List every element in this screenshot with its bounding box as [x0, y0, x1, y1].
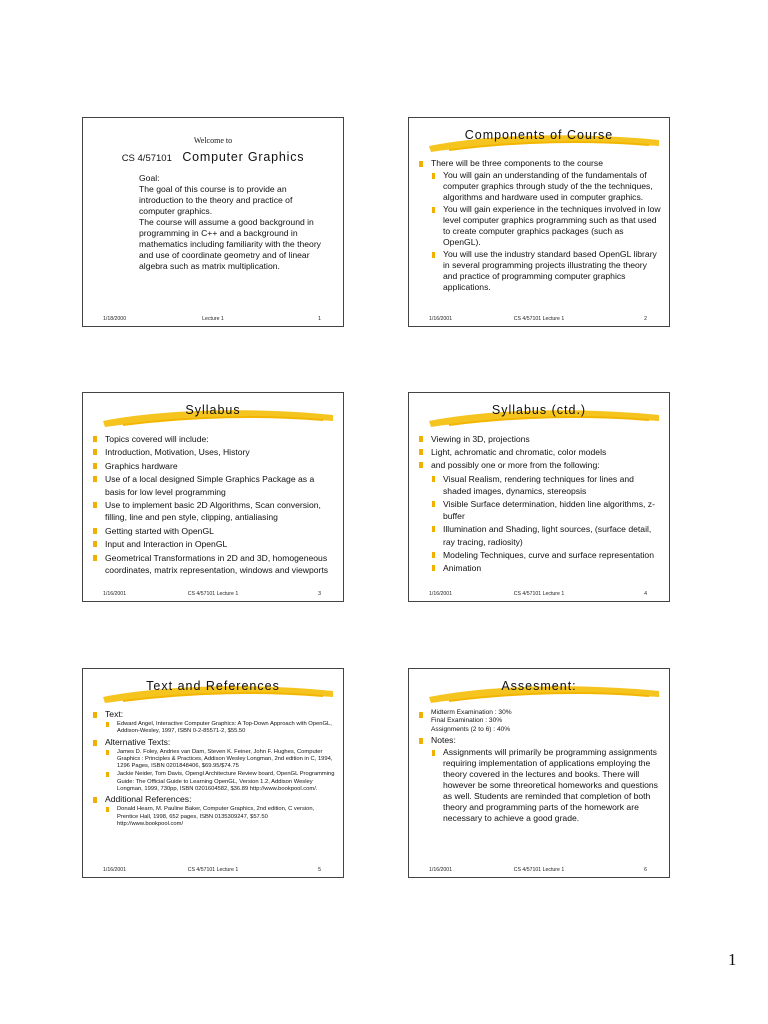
sub-bullet: You will gain experience in the techniques involved in low level computer graphics programming such as that used to create computer graphics packages (such as OpenGL).: [417, 204, 661, 248]
sub-bullet: Assignments will primarily be programming assignments requiring implementation of applications employing the theory covered in the lectures and books. There will however be some threoretical homeworks and questions as well. Students are reminded that completion of both theory and programming parts of the homework are necessary to achieve a good grade.: [417, 747, 661, 824]
footer-date: 1/16/2001: [103, 591, 127, 597]
slide-title: [83, 148, 343, 166]
footer-page-number: 4: [644, 591, 647, 597]
bullet: Use to implement basic 2D Algorithms, Scan conversion, filling, line and pen style, clipping, antialiasing: [91, 499, 335, 524]
footer-date: 1/16/2001: [429, 867, 453, 873]
footer-lecture: CS 4/57101 Lecture 1: [513, 591, 565, 597]
footer-lecture: Lecture 1: [202, 316, 224, 322]
goal-block: [139, 173, 329, 272]
bullet: Text:: [91, 709, 335, 720]
course-code: CS 4/57101: [121, 153, 172, 164]
slide-4: [408, 392, 670, 602]
slide-body: [417, 158, 661, 294]
slide-body: [417, 433, 661, 575]
midterm-weight: Midterm Examination : 30%: [431, 709, 512, 716]
slide-title: Text and References: [146, 679, 280, 693]
bullet: Viewing in 3D, projections: [417, 433, 661, 445]
bullet: Topics covered will include:: [91, 433, 335, 445]
slide-title: Assesment:: [501, 679, 577, 693]
slide-body: [91, 709, 335, 829]
footer-page-number: 3: [318, 591, 321, 597]
bullet: Introduction, Motivation, Uses, History: [91, 446, 335, 458]
footer-date: 1/16/2001: [429, 316, 453, 322]
slide-title: Components of Course: [464, 128, 614, 142]
slide-welcome: Welcome to: [193, 136, 233, 145]
sub-bullet: Visible Surface determination, hidden line algorithms, z-buffer: [417, 498, 661, 522]
goal-text: The goal of this course is to provide an introduction to the theory and practice of computer graphics.: [139, 184, 293, 216]
footer-date: 1/18/2000: [103, 316, 127, 322]
slide-title: Syllabus: [185, 403, 241, 417]
footer-page-number: 1: [318, 316, 321, 322]
final-weight: Final Examination : 30%: [431, 717, 503, 725]
bullet: Graphics hardware: [91, 460, 335, 472]
slide-5: [82, 668, 344, 878]
bullet: and possibly one or more from the following:: [417, 459, 661, 471]
footer-page-number: 2: [644, 316, 647, 322]
sub-bullet: Animation: [417, 562, 661, 574]
slide-2: [408, 117, 670, 327]
slide-body: [91, 433, 335, 577]
footer-page-number: 6: [644, 867, 647, 873]
footer-date: 1/16/2001: [429, 591, 453, 597]
reference: Edward Angel, Interactive Computer Graphics: A Top-Down Approach with OpenGL, Addison-Wesley, 1997, ISBN 0-2-85571-2, $55.50: [91, 721, 335, 736]
bullet: [417, 709, 661, 734]
slide-body: [417, 709, 661, 825]
goal-label: Goal:: [139, 173, 160, 183]
reference: James D. Foley, Andries van Dam, Steven K. Feiner, John F. Hughes, Computer Graphics : Principles & Practices, Addison Wesley Longman, 2nd edition in C, 1994, 1296 Pages, ISBN 0201848406, $69.95/$74.75: [91, 749, 335, 771]
course-title: Computer Graphics: [182, 150, 305, 164]
slide-1: [82, 117, 344, 327]
bullet: Light, achromatic and chromatic, color models: [417, 446, 661, 458]
footer-lecture: CS 4/57101 Lecture 1: [513, 316, 565, 322]
bullet: There will be three components to the course: [417, 158, 661, 169]
bullet: Additional References:: [91, 794, 335, 805]
footer-date: 1/16/2001: [103, 867, 127, 873]
slide-title: Syllabus (ctd.): [491, 403, 587, 417]
bullet: Getting started with OpenGL: [91, 525, 335, 537]
footer-lecture: CS 4/57101 Lecture 1: [187, 591, 239, 597]
slide-6: [408, 668, 670, 878]
reference: Jackie Neider, Tom Davis, Opengl Architecture Review board, OpenGL Programming Guide: The Official Guide to Learning OpenGL, Version 1.2, Addison Wesley Longman, 1999, 730pp, ISBN 0201604582, $36.89 http://www.bookpool.com/.: [91, 771, 335, 793]
bullet: Notes:: [417, 735, 661, 746]
bullet: Input and Interaction in OpenGL: [91, 538, 335, 550]
page-number: 1: [728, 950, 737, 969]
sub-bullet: Modeling Techniques, curve and surface representation: [417, 549, 661, 561]
reference: Donald Hearn, M. Pauline Baker, Computer Graphics, 2nd edition, C version, Prentice Hall, 1998, 652 pages, ISBN 0135309247, $57.50 http://www.bookpool.com/: [91, 806, 335, 828]
sub-bullet: You will use the industry standard based OpenGL library in several programming projects illustrating the theory and practice of programming computer graphics applications.: [417, 249, 661, 293]
footer-lecture: CS 4/57101 Lecture 1: [513, 867, 565, 873]
assignments-weight: Assignments (2 to 6) : 40%: [431, 725, 511, 733]
bullet: Alternative Texts:: [91, 737, 335, 748]
sub-bullet: Illumination and Shading, light sources, (surface detail, ray tracing, radiosity): [417, 523, 661, 547]
slide-3: [82, 392, 344, 602]
bullet: Use of a local designed Simple Graphics Package as a basis for low level programming: [91, 473, 335, 498]
footer-lecture: CS 4/57101 Lecture 1: [187, 867, 239, 873]
sub-bullet: You will gain an understanding of the fundamentals of computer graphics through study of the the techniques, algorithms and hardware used in computer graphics.: [417, 170, 661, 203]
sub-bullet: Visual Realism, rendering techniques for lines and shaded images, dynamics, stereopsis: [417, 473, 661, 497]
bullet: Geometrical Transformations in 2D and 3D, homogeneous coordinates, matrix representation, windows and viewports: [91, 552, 335, 577]
footer-page-number: 5: [318, 867, 321, 873]
background-text: The course will assume a good background in programming in C++ and a background in mathematics including familiarity with the theory and use of coordinate geometry and of linear algebra such as matrix multiplication.: [139, 217, 321, 271]
